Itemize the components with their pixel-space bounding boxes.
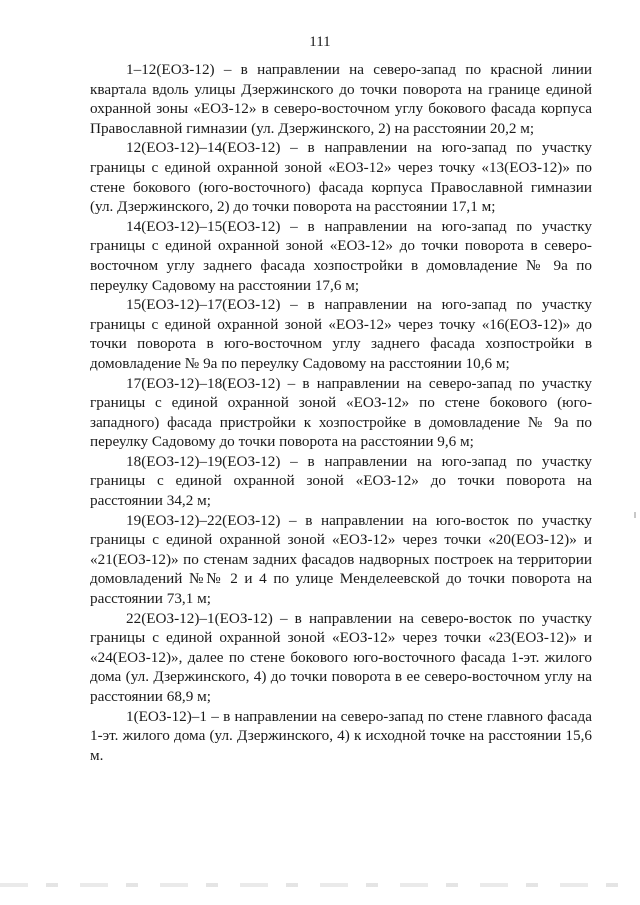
paragraph-segment-14-15: 14(ЕОЗ-12)–15(ЕОЗ-12) – в направлении на юго-запад по участку границы с единой охранной зоной «ЕОЗ-12» до точки поворота в северо-восточном углу заднего фасада хозпостройки в домовладение № 9а по переулку Садовому на расстоянии 17,6 м; <box>90 217 592 294</box>
paragraph-segment-17-18: 17(ЕОЗ-12)–18(ЕОЗ-12) – в направлении на северо-запад по участку границы с единой охранной зоной «ЕОЗ-12» по стене бокового (юго-западного) фасада пристройки к хозпостройке в домовладение № 9а по переулку Садовому до точки поворота на расстоянии 9,6 м; <box>90 374 592 451</box>
paragraph-segment-1-closing: 1(ЕОЗ-12)–1 – в направлении на северо-запад по стене главного фасада 1-эт. жилого дома (ул. Дзержинского, 4) к исходной точке на расстоянии 15,6 м. <box>90 707 592 764</box>
paragraph-segment-1-12: 1–12(ЕОЗ-12) – в направлении на северо-запад по красной линии квартала вдоль улицы Дзержинского до точки поворота на границе единой охранной зоны «ЕОЗ-12» в северо-восточном углу бокового фасада корпуса Православной гимназии (ул. Дзержинского, 2) на расстоянии 20,2 м; <box>90 61 592 137</box>
paragraph-segment-19-22: 19(ЕОЗ-12)–22(ЕОЗ-12) – в направлении на юго-восток по участку границы с единой охранной зоной «ЕОЗ-12» через точки «20(ЕОЗ-12)» и «21(ЕОЗ-12)» по стенам задних фасадов надворных построек на территории домовладений №№ 2 и 4 по улице Менделеевской до точки поворота на расстоянии 73,1 м; <box>90 511 592 608</box>
paragraph-segment-22-1: 22(ЕОЗ-12)–1(ЕОЗ-12) – в направлении на северо-восток по участку границы с единой охранной зоной «ЕОЗ-12» через точки «23(ЕОЗ-12)» и «24(ЕОЗ-12)», далее по стене бокового юго-восточного фасада 1-эт. жилого дома (ул. Дзержинского, 4) до точки поворота в ее северо-восточном углу на расстоянии 68,9 м; <box>90 609 592 705</box>
paragraph-segment-15-17: 15(ЕОЗ-12)–17(ЕОЗ-12) – в направлении на юго-запад по участку границы с единой охранной зоной «ЕОЗ-12» через точку «16(ЕОЗ-12)» до точки поворота в юго-восточном углу заднего фасада хозпостройки в домовладение № 9а по переулку Садовому на расстоянии 10,6 м; <box>90 296 592 372</box>
page-number: 111 <box>309 34 331 50</box>
paragraph-segment-12-14: 12(ЕОЗ-12)–14(ЕОЗ-12) – в направлении на юго-запад по участку границы с единой охранной зоной «ЕОЗ-12» через точку «13(ЕОЗ-12)» по стене бокового (юго-восточного) фасада корпуса Православной гимназии (ул. Дзержинского, 2) до точки поворота на расстоянии 17,1 м; <box>90 139 592 216</box>
scan-margin-mark <box>634 512 636 518</box>
scan-bottom-edge <box>0 883 640 887</box>
paragraph-segment-18-19: 18(ЕОЗ-12)–19(ЕОЗ-12) – в направлении на юго-запад по участку границы с единой охранной зоной «ЕОЗ-12» до точки поворота на расстоянии 34,2 м; <box>90 452 592 510</box>
document-body <box>90 60 592 765</box>
